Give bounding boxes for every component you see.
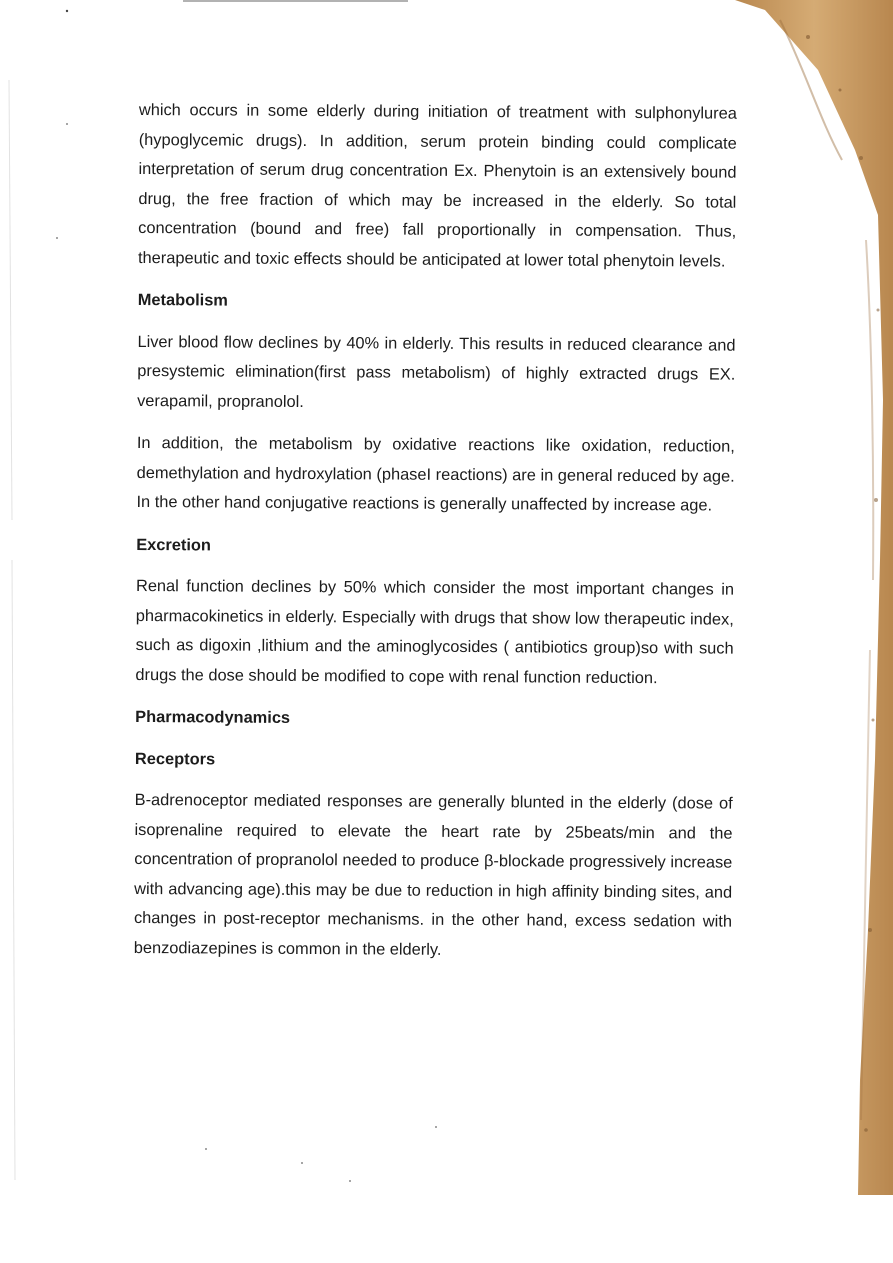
intro-paragraph: which occurs in some elderly during initiation of treatment with sulphonylurea (hypoglycemic drugs). In addition, serum protein binding could complicate interpretation of serum drug concentration Ex. Phenytoin is an extensively bound drug, the free fraction of which may be increased in the elderly. So total concentration (bound and free) fall proportionally in compensation. Thus, therapeutic and toxic effects should be anticipated at lower total phenytoin levels. — [137, 100, 737, 271]
metabolism-paragraph-1: Liver blood flow declines by 40% in elderly. This results in reduced clearance and presystemic elimination(first pass metabolism) of highly extracted drugs EX. verapamil, propranolol. — [137, 332, 736, 411]
receptors-heading: Receptors — [134, 749, 216, 768]
excretion-paragraph: Renal function declines by 50% which consider the most important changes in pharmacokinetics in elderly. Especially with drugs that show low therapeutic index, such as digoxin ,lithium and the aminoglycosides ( antibiotics group)so with such drugs the dose should be modified to cope with renal function reduction. — [135, 576, 735, 687]
pharmacodynamics-heading: Pharmacodynamics — [135, 707, 291, 727]
excretion-heading: Excretion — [136, 535, 212, 554]
metabolism-heading: Metabolism — [137, 290, 228, 310]
receptors-paragraph: B-adrenoceptor mediated responses are generally blunted in the elderly (dose of isoprenaline required to elevate the heart rate by 25beats/min and the concentration of propranolol needed to produce β-blockade progressively increase with advancing age).this may be due to reduction in high affinity binding sites, and changes in post-receptor mechanisms. in the other hand, excess sedation with benzodiazepines is common in the elderly. — [133, 790, 733, 959]
metabolism-paragraph-2: In addition, the metabolism by oxidative reactions like oxidation, reduction, demethylation and hydroxylation (phaseI reactions) are in general reduced by age. In the other hand conjugative reactions is generally unaffected by increase age. — [136, 433, 735, 515]
document-body — [134, 96, 737, 980]
